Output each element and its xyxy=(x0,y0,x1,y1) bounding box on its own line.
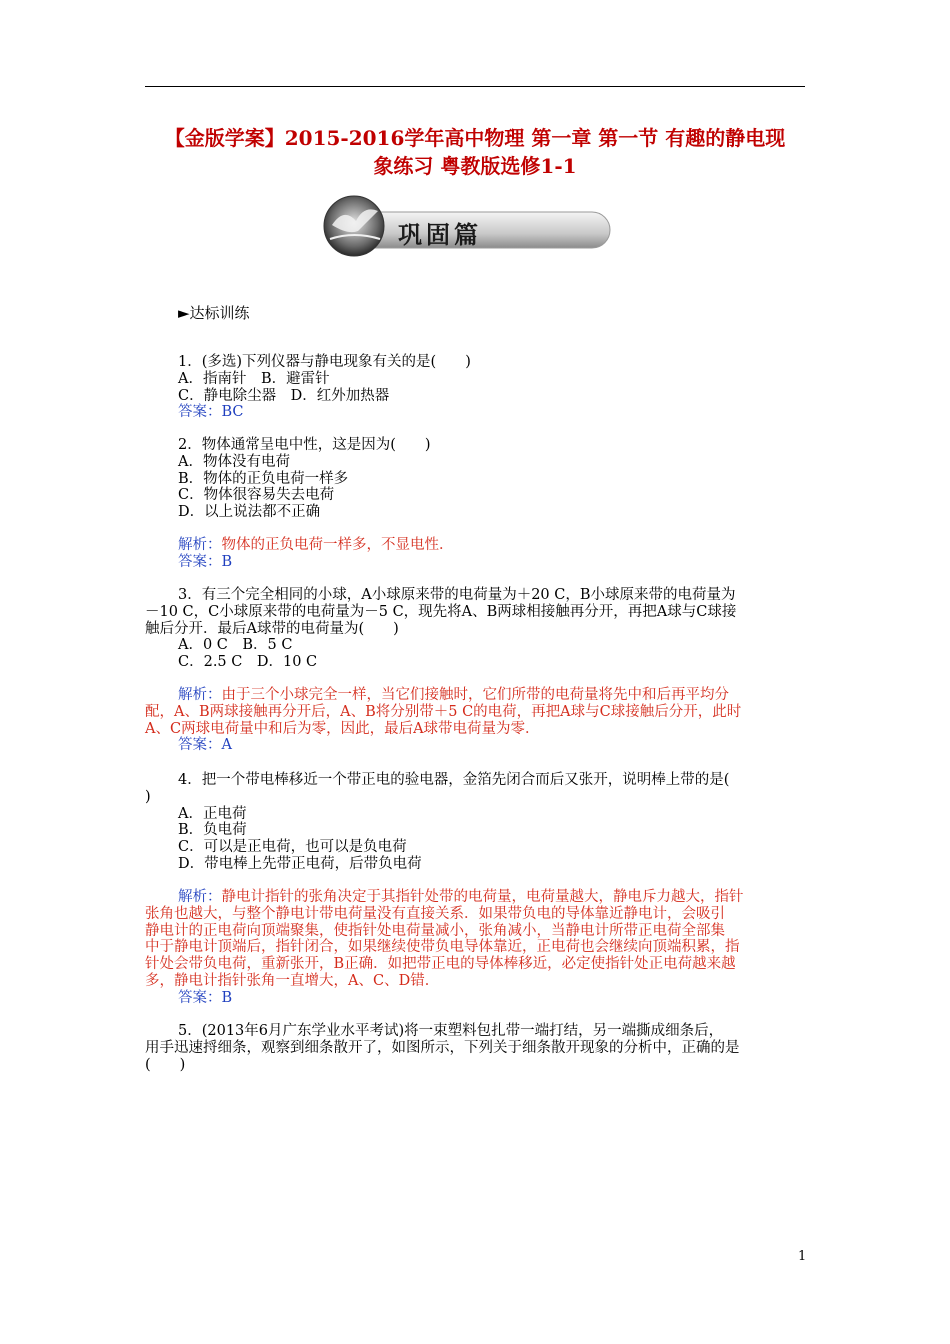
option-c: C．可以是正电荷，也可以是负电荷 xyxy=(178,839,407,856)
question-options: C．2.5 C D．10 C xyxy=(178,654,318,671)
question-options: A．0 C B．5 C xyxy=(178,637,293,654)
analysis-label: 解析： xyxy=(178,687,222,703)
question-5 xyxy=(145,1023,805,1073)
analysis-text-line-3: A、C两球电荷量中和后为零，因此，最后A球带电荷量为零． xyxy=(145,720,540,737)
question-2-analysis xyxy=(145,537,805,571)
analysis-label: 解析： xyxy=(178,889,222,905)
answer-text: 答案：B xyxy=(178,989,233,1006)
question-stem-line-2: ) xyxy=(145,788,151,805)
answer-text: 答案：BC xyxy=(178,404,244,421)
question-options: A．指南针 B．避雷针 xyxy=(178,370,330,387)
title-line-2: 象练习 粤教版选修1-1 xyxy=(373,154,577,178)
header-rule xyxy=(145,86,805,87)
answer-text: 答案：A xyxy=(178,737,232,754)
question-3-analysis xyxy=(145,687,805,754)
question-4 xyxy=(145,772,805,873)
option-c: C．物体很容易失去电荷 xyxy=(178,487,335,504)
option-a: A．正电荷 xyxy=(178,805,247,822)
option-d: D．带电棒上先带正电荷，后带负电荷 xyxy=(178,855,422,872)
analysis-label: 解析： xyxy=(178,537,222,553)
question-stem-line-3: 触后分开．最后A球带的电荷量为( ) xyxy=(145,620,399,637)
question-4-analysis xyxy=(145,889,805,1007)
analysis-text-line-2: 配，A、B两球接触再分开后，A、B将分别带＋5 C的电荷，再把A球与C球接触后分开，此时 xyxy=(145,703,742,720)
option-b: B．负电荷 xyxy=(178,822,247,839)
question-stem-line-2: 用手迅速捋细条，观察到细条散开了，如图所示，下列关于细条散开现象的分析中，正确的是 xyxy=(145,1039,740,1056)
question-stem-line-1: 5．(2013年6月广东学业水平考试)将一束塑料包扎带一端打结，另一端撕成细条后， xyxy=(178,1023,724,1039)
analysis-text-line-2: 张角也越大，与整个静电计带电荷量没有直接关系．如果带负电的导体靠近静电计，会吸引 xyxy=(145,905,725,922)
option-d: D．以上说法都不正确 xyxy=(178,504,321,521)
analysis-text-line-5: 针处会带负电荷，重新张开，B正确．如把带正电的导体棒移近，必定使指针处正电荷越来越 xyxy=(145,956,736,973)
question-stem-line-3: ( ) xyxy=(145,1056,186,1073)
question-options: C．静电除尘器 D．红外加热器 xyxy=(178,387,390,404)
question-stem-line-1: 4．把一个带电棒移近一个带正电的验电器，金箔先闭合而后又张开，说明棒上带的是( xyxy=(178,772,730,788)
question-stem-line-1: 3．有三个完全相同的小球，A小球原来带的电荷量为＋20 C，B小球原来带的电荷量为 xyxy=(178,587,736,603)
option-a: A．物体没有电荷 xyxy=(178,453,290,470)
answer-text: 答案：B xyxy=(178,553,233,570)
banner-label: 巩固篇 xyxy=(398,220,482,249)
question-2 xyxy=(145,437,805,521)
analysis-text-line-1: 静电计指针的张角决定于其指针处带的电荷量，电荷量越大，静电斥力越大，指针 xyxy=(221,889,744,905)
section-heading: ►达标训练 xyxy=(178,304,250,322)
question-stem: 1．(多选)下列仪器与静电现象有关的是( ) xyxy=(178,354,471,370)
document-title xyxy=(130,124,820,180)
analysis-text: 物体的正负电荷一样多，不显电性． xyxy=(221,537,454,553)
question-1 xyxy=(145,354,805,421)
page-number: 1 xyxy=(798,1249,807,1264)
title-line-1: 【金版学案】2015-2016学年高中物理 第一章 第一节 有趣的静电现 xyxy=(164,126,786,150)
analysis-text-line-3: 静电计的正电荷向顶端聚集，使指针处电荷量减小，张角减小，当静电计所带正电荷全部集 xyxy=(145,922,725,939)
analysis-text-line-1: 由于三个小球完全一样，当它们接触时，它们所带的电荷量将先中和后再平均分 xyxy=(221,687,729,703)
question-stem-line-2: －10 C，C小球原来带的电荷量为－5 C，现先将A、B两球相接触再分开，再把A球与C球接 xyxy=(145,603,737,620)
question-stem: 2．物体通常呈电中性，这是因为( ) xyxy=(178,437,431,453)
question-3 xyxy=(145,587,805,671)
option-b: B．物体的正负电荷一样多 xyxy=(178,470,349,487)
analysis-text-line-6: 多，静电计指针张角一直增大，A、C、D错． xyxy=(145,972,440,989)
analysis-text-line-4: 中于静电计顶端后，指针闭合，如果继续使带负电导体靠近，正电荷也会继续向顶端积累，指 xyxy=(145,939,740,956)
